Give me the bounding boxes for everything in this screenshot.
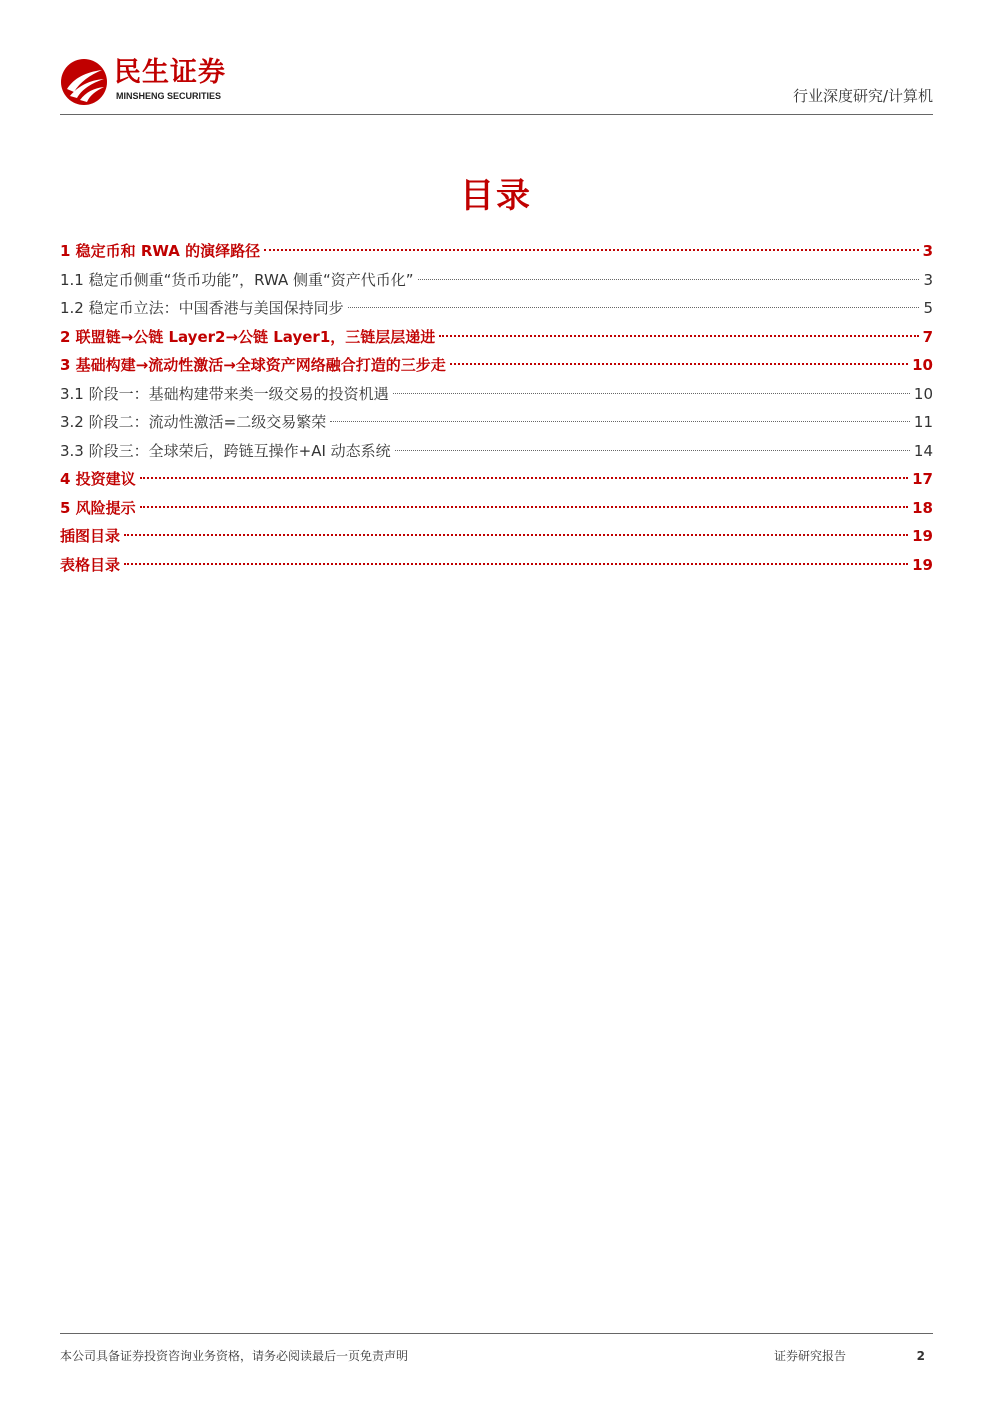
toc-entry-label: 3.3 阶段三：全球荣后，跨链互操作+AI 动态系统 — [60, 441, 391, 460]
toc-entry-label: 1.2 稳定币立法：中国香港与美国保持同步 — [60, 299, 344, 317]
toc-entry-page: 3 — [922, 242, 933, 260]
footer-divider — [60, 1333, 933, 1334]
toc-entry-page: 3 — [923, 270, 933, 289]
toc-entry[interactable] — [60, 408, 933, 437]
toc-entry-page: 17 — [912, 470, 933, 488]
toc-dot-leader — [395, 450, 910, 451]
toc-title: 目录 — [460, 176, 532, 216]
toc-entry-page: 19 — [912, 527, 933, 545]
toc-dot-leader — [439, 335, 918, 337]
table-of-contents — [60, 237, 933, 579]
toc-entry[interactable] — [60, 237, 933, 266]
toc-dot-leader — [124, 534, 908, 536]
toc-entry-page: 5 — [923, 299, 933, 317]
toc-entry[interactable] — [60, 323, 933, 352]
logo-text-cn: 民生证券 — [114, 57, 226, 88]
toc-entry[interactable] — [60, 465, 933, 494]
page-number: 2 — [916, 1349, 925, 1363]
toc-entry-label: 4 投资建议 — [60, 470, 136, 488]
toc-entry[interactable] — [60, 294, 933, 323]
toc-entry-label: 5 风险提示 — [60, 498, 136, 517]
footer-report-type: 证券研究报告 — [774, 1349, 847, 1363]
logo-text-en: MINSHENG SECURITIES — [116, 91, 222, 101]
header-divider — [60, 114, 933, 115]
toc-entry-label: 3 基础构建→流动性激活→全球资产网络融合打造的三步走 — [60, 356, 446, 374]
toc-dot-leader — [348, 307, 920, 308]
toc-dot-leader — [140, 477, 908, 479]
toc-entry-label: 插图目录 — [60, 527, 121, 545]
toc-entry[interactable] — [60, 494, 933, 523]
toc-entry[interactable] — [60, 522, 933, 551]
toc-entry-page: 7 — [922, 327, 933, 346]
toc-dot-leader — [418, 279, 920, 280]
toc-dot-leader — [140, 506, 908, 508]
toc-dot-leader — [450, 363, 908, 365]
toc-entry-page: 14 — [913, 441, 933, 460]
toc-entry-page: 19 — [912, 555, 933, 574]
toc-entry-page: 11 — [913, 413, 933, 431]
toc-dot-leader — [264, 249, 918, 251]
toc-dot-leader — [330, 421, 910, 422]
toc-entry-page: 10 — [912, 356, 933, 374]
toc-entry-label: 3.2 阶段二：流动性激活=二级交易繁荣 — [60, 413, 327, 431]
toc-entry-label: 2 联盟链→公链 Layer2→公链 Layer1，三链层层递进 — [60, 327, 436, 346]
toc-entry-page: 10 — [913, 384, 933, 403]
toc-entry[interactable] — [60, 351, 933, 380]
report-category: 行业深度研究/计算机 — [792, 87, 933, 105]
toc-entry[interactable] — [60, 437, 933, 466]
toc-entry-label: 1.1 稳定币侧重“货币功能”，RWA 侧重“资产代币化” — [60, 270, 414, 289]
toc-entry-page: 18 — [912, 498, 933, 517]
toc-entry[interactable] — [60, 551, 933, 580]
toc-entry-label: 表格目录 — [60, 555, 121, 574]
page-header — [60, 52, 933, 114]
toc-entry-label: 1 稳定币和 RWA 的演绎路径 — [60, 242, 261, 260]
minsheng-logo-icon — [60, 58, 108, 106]
footer-disclaimer: 本公司具备证券投资咨询业务资格，请务必阅读最后一页免责声明 — [60, 1349, 409, 1363]
toc-dot-leader — [393, 393, 910, 394]
toc-entry[interactable] — [60, 380, 933, 409]
toc-entry[interactable] — [60, 266, 933, 295]
toc-dot-leader — [124, 563, 908, 565]
toc-entry-label: 3.1 阶段一：基础构建带来类一级交易的投资机遇 — [60, 384, 389, 403]
